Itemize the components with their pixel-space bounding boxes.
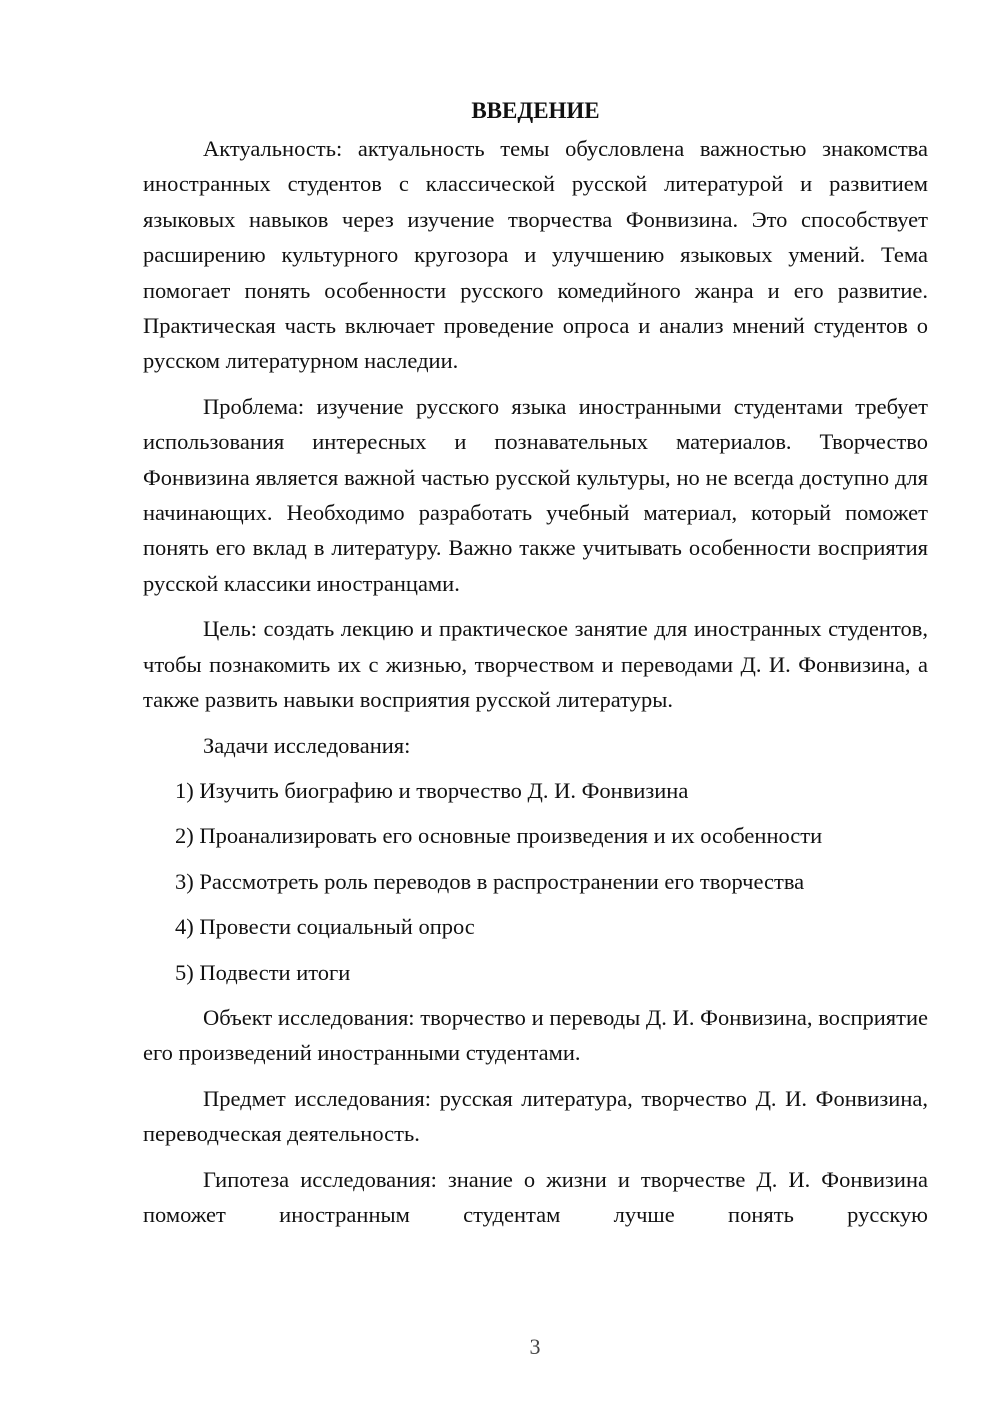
task-item: 4) Провести социальный опрос xyxy=(175,914,475,940)
task-item: 2) Проанализировать его основные произведения и их особенности xyxy=(175,823,823,849)
task-item: 3) Рассмотреть роль переводов в распространении его творчества xyxy=(175,868,805,894)
tasks-list xyxy=(143,773,928,990)
paragraph-hypothesis: Гипотеза исследования: знание о жизни и творчестве Д. И. Фонвизина поможет иностранным студентам лучше понять русскую xyxy=(143,1166,928,1227)
paragraph-goal: Цель: создать лекцию и практическое занятие для иностранных студентов, чтобы познакомить их с жизнью, творчеством и переводами Д. И. Фонвизина, а также развить навыки восприятия русской литературы. xyxy=(143,616,928,713)
task-item: 1) Изучить биографию и творчество Д. И. Фонвизина xyxy=(175,777,689,803)
task-item: 5) Подвести итоги xyxy=(175,959,351,985)
tasks-label: Задачи исследования: xyxy=(203,732,411,758)
section-title: ВВЕДЕНИЕ xyxy=(471,98,600,123)
paragraph-problem: Проблема: изучение русского языка иностранными студентами требует использования интересных и познавательных материалов. Творчество Фонвизина является важной частью русской культуры, но не всегда доступно для начинающих. Необходимо разработать учебный материал, который поможет понять его вклад в литературу. Важно также учитывать особенности восприятия русской классики иностранцами. xyxy=(143,393,928,596)
page-number: 3 xyxy=(529,1334,541,1359)
paragraph-object: Объект исследования: творчество и переводы Д. И. Фонвизина, восприятие его произведений иностранными студентами. xyxy=(143,1004,928,1066)
document-page xyxy=(143,96,928,1242)
paragraph-relevance: Актуальность: актуальность темы обусловлена важностью знакомства иностранных студентов с классической русской литературой и развитием языковых навыков через изучение творчества Фонвизина. Это способствует расширению культурного кругозора и улучшению языковых умений. Тема помогает понять особенности русского комедийного жанра и его развитие. Практическая часть включает проведение опроса и анализ мнений студентов о русском литературном наследии. xyxy=(143,136,928,374)
paragraph-subject: Предмет исследования: русская литература, творчество Д. И. Фонвизина, переводческая деятельность. xyxy=(143,1085,928,1147)
